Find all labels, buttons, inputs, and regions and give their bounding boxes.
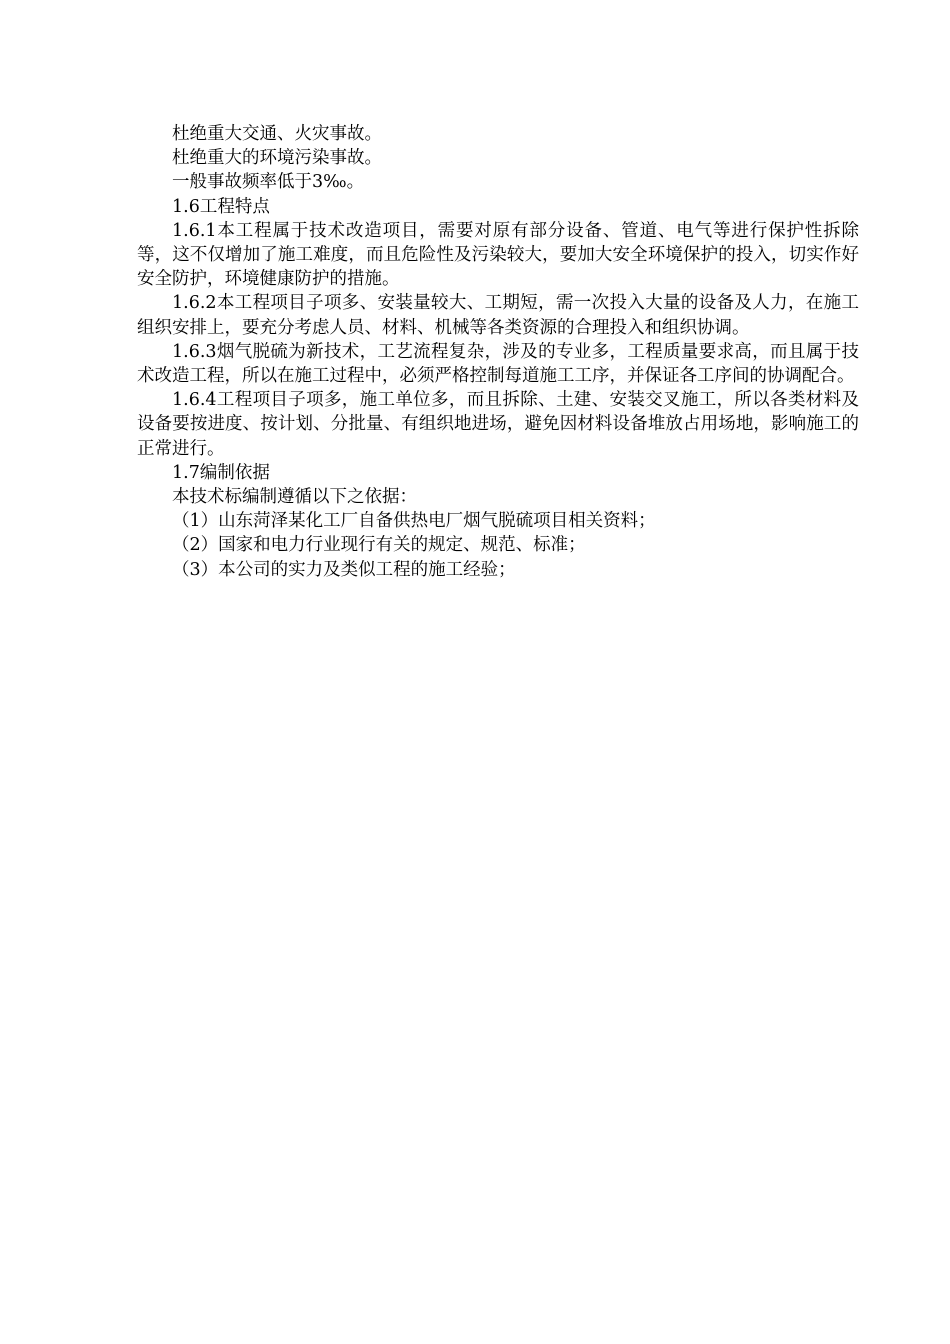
section-heading-1-7: 1.7编制依据 xyxy=(172,462,270,483)
paragraph-1-6-4: 1.6.4工程项目子项多，施工单位多，而且拆除、土建、安装交叉施工，所以各类材料及设备要按进度、按计划、分批量、有组织地进场，避免因材料设备堆放占用场地，影响施工的正常进行。 xyxy=(137,390,859,459)
list-item-basis-1: （1）山东菏泽某化工厂自备供热电厂烟气脱硫项目相关资料； xyxy=(172,511,656,532)
paragraph-safety-environment: 杜绝重大的环境污染事故。 xyxy=(172,148,382,169)
list-item-basis-2: （2）国家和电力行业现行有关的规定、规范、标准； xyxy=(172,535,586,556)
paragraph-1-6-2: 1.6.2本工程项目子项多、安装量较大、工期短，需一次投入大量的设备及人力，在施工组织安排上，要充分考虑人员、材料、机械等各类资源的合理投入和组织协调。 xyxy=(137,293,859,338)
paragraph-safety-traffic-fire: 杜绝重大交通、火灾事故。 xyxy=(172,124,382,144)
paragraph-basis-intro: 本技术标编制遵循以下之依据： xyxy=(172,487,417,508)
document-body xyxy=(137,122,859,582)
paragraph-accident-rate: 一般事故频率低于3‰。 xyxy=(172,172,365,193)
section-heading-1-6: 1.6工程特点 xyxy=(172,196,270,217)
list-item-basis-3: （3）本公司的实力及类似工程的施工经验； xyxy=(172,559,516,580)
paragraph-1-6-3: 1.6.3烟气脱硫为新技术，工艺流程复杂，涉及的专业多，工程质量要求高，而且属于技术改造工程，所以在施工过程中，必须严格控制每道施工工序，并保证各工序间的协调配合。 xyxy=(137,341,859,387)
paragraph-1-6-1: 1.6.1本工程属于技术改造项目，需要对原有部分设备、管道、电气等进行保护性拆除等，这不仅增加了施工难度，而且危险性及污染较大，要加大安全环境保护的投入，切实作好安全防护，环境健康防护的措施。 xyxy=(137,220,859,290)
